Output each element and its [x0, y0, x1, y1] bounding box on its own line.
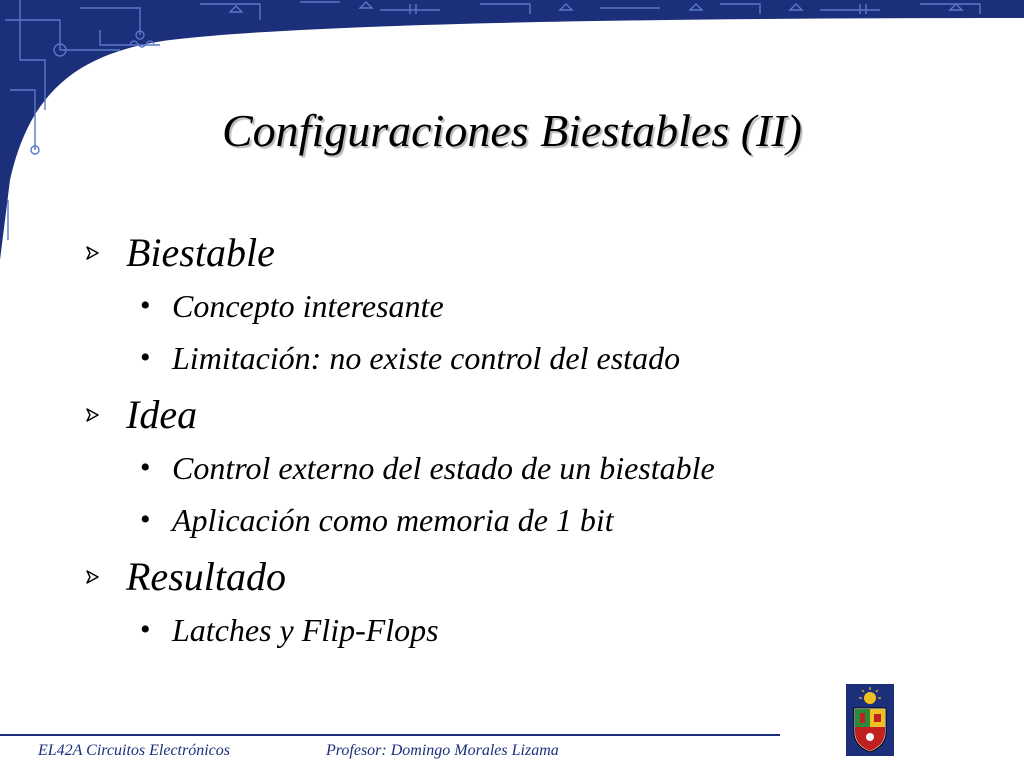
list-item	[84, 604, 964, 656]
university-crest-icon	[846, 684, 894, 756]
footer-course: EL42A Circuitos Electrónicos	[38, 742, 230, 759]
point-text: Concepto interesante	[172, 288, 444, 324]
round-bullet-icon: •	[140, 289, 151, 322]
list-item	[84, 494, 964, 546]
round-bullet-icon: •	[140, 503, 151, 536]
section-heading: Biestable	[126, 230, 275, 275]
point-text: Limitación: no existe control del estado	[172, 340, 681, 376]
round-bullet-icon: •	[140, 451, 151, 484]
point-text: Aplicación como memoria de 1 bit	[172, 502, 614, 538]
round-bullet-icon: •	[140, 613, 151, 646]
point-text: Control externo del estado de un biestable	[172, 450, 715, 486]
list-item	[84, 388, 964, 442]
section-heading: Resultado	[126, 554, 286, 599]
footer-professor: Profesor: Domingo Morales Lizama	[326, 742, 559, 759]
list-item	[84, 550, 964, 604]
section-heading: Idea	[126, 392, 198, 437]
bullet-list	[84, 226, 964, 656]
footer-divider	[0, 734, 780, 736]
list-item	[84, 226, 964, 280]
slide-title: Configuraciones Biestables (II)	[221, 105, 802, 156]
list-item	[84, 280, 964, 332]
list-item	[84, 332, 964, 384]
list-item	[84, 442, 964, 494]
round-bullet-icon: •	[140, 341, 151, 374]
point-text: Latches y Flip-Flops	[172, 612, 439, 648]
arrowhead-bullet-icon	[84, 245, 100, 261]
arrowhead-bullet-icon	[84, 407, 100, 423]
arrowhead-bullet-icon	[84, 569, 100, 585]
